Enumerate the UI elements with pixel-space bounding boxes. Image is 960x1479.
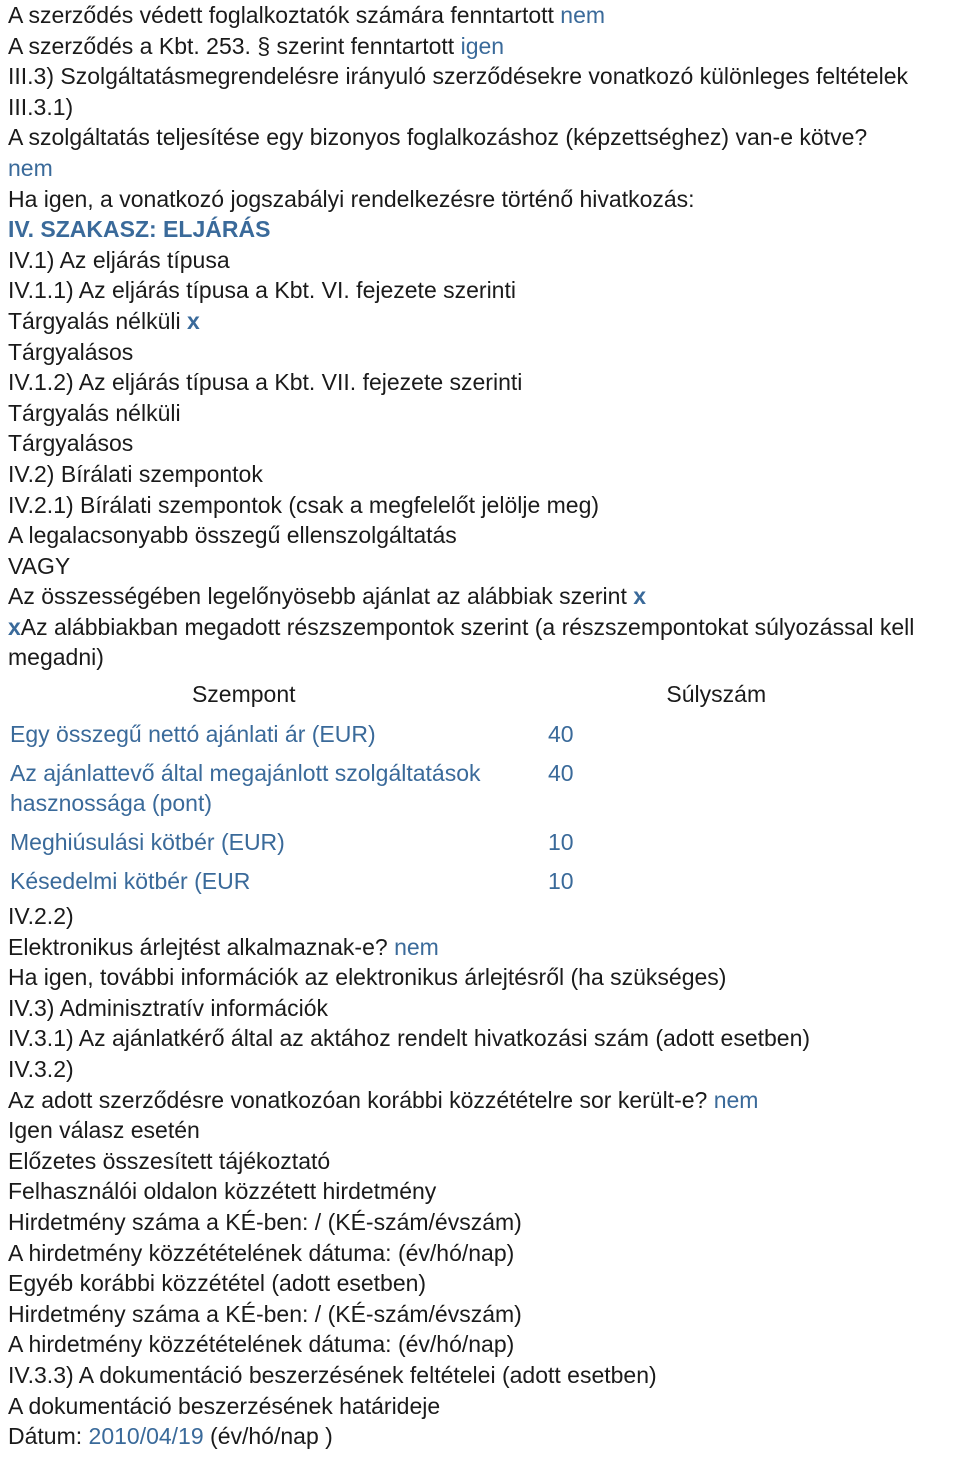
notice-number-line-2: Hirdetmény száma a KÉ-ben: / (KÉ-szám/évszám) <box>8 1300 522 1327</box>
answer-value: igen <box>460 32 505 59</box>
reserved-kbt-253 <box>8 31 953 62</box>
line-text: A szerződés védett foglalkoztatók számára fenntartott <box>8 2 561 28</box>
reserved-protected-employers <box>8 0 953 31</box>
date-value: 2010/04/19 <box>88 1423 204 1450</box>
answer-value: nem <box>713 1086 759 1113</box>
prior-information-notice: Előzetes összesített tájékoztató <box>8 1147 331 1174</box>
option-negotiated-vii: Tárgyalásos <box>8 430 134 457</box>
notice-number-line: Hirdetmény száma a KÉ-ben: / (KÉ-szám/évszám) <box>8 1209 522 1235</box>
line-text: Az adott szerződésre vonatkozóan korábbi közzétételre sor került-e? <box>8 1086 714 1113</box>
weight-cell: 10 <box>548 868 574 895</box>
profession-answer: nem <box>8 154 53 181</box>
e-auction-info: Ha igen, további információk az elektronikus árlejtésről (ha szükséges) <box>8 964 727 991</box>
criterion-cell: Meghiúsulási kötbér (EUR) <box>10 829 285 856</box>
table-row <box>10 823 648 862</box>
section-iv-1: IV.1) Az eljárás típusa <box>8 246 230 273</box>
table-row <box>10 754 648 823</box>
section-iii-3-heading: III.3) Szolgáltatásmegrendelésre irányuló szerződésekre vonatkozó különleges feltételek <box>8 63 909 90</box>
weight-cell: 40 <box>548 760 574 787</box>
option-negotiated-without-vii: Tárgyalás nélküli <box>8 399 181 426</box>
section-iv-1-1: IV.1.1) Az eljárás típusa a Kbt. VI. fejezete szerinti <box>8 277 516 304</box>
date-line <box>8 1421 953 1452</box>
criterion-cell: Késedelmi kötbér (EUR <box>10 868 251 895</box>
section-iv-3-1: IV.3.1) Az ajánlatkérő által az aktához rendelt hivatkozási szám (adott esetben) <box>8 1025 811 1052</box>
answer-value: nem <box>560 2 606 28</box>
section-iv-heading: IV. SZAKASZ: ELJÁRÁS <box>8 216 271 243</box>
table-row <box>10 715 648 754</box>
section-iv-3: IV.3) Adminisztratív információk <box>8 994 328 1021</box>
criteria-table-header <box>8 677 953 711</box>
notice-date-line-2: A hirdetmény közzétételének dátuma: (év/hó/nap) <box>8 1331 515 1358</box>
notice-date-line: A hirdetmény közzétételének dátuma: (év/hó/nap) <box>8 1239 515 1266</box>
option-negotiated: Tárgyalásos <box>8 338 134 365</box>
e-auction-question <box>8 932 953 963</box>
answer-value: nem <box>394 933 439 960</box>
sub-criteria-option <box>8 612 953 673</box>
line-text: Elektronikus árlejtést alkalmaznak-e? <box>8 933 395 960</box>
selected-mark: x <box>633 583 647 610</box>
option-label: Az alábbiakban megadott részszempontok szerint (a részszempontokat súlyozással kell megadni) <box>8 613 915 671</box>
criterion-cell: Az ajánlattevő által megajánlott szolgáltatások hasznossága (pont) <box>10 760 481 817</box>
option-negotiated-without <box>8 306 953 337</box>
or-separator: VAGY <box>8 552 71 579</box>
option-label: Az összességében legelőnyösebb ajánlat az alábbiak szerint <box>8 583 634 610</box>
date-label: Dátum: <box>8 1423 89 1450</box>
weight-column-header: Súlyszám <box>666 680 767 707</box>
if-yes-line: Igen válasz esetén <box>8 1117 200 1144</box>
criterion-column-header: Szempont <box>191 680 296 707</box>
section-iv-1-2: IV.1.2) Az eljárás típusa a Kbt. VII. fejezete szerinti <box>8 369 523 396</box>
documentation-deadline: A dokumentáció beszerzésének határideje <box>8 1392 441 1419</box>
profession-question: A szolgáltatás teljesítése egy bizonyos foglalkozáshoz (képzettséghez) van-e kötve? <box>8 124 868 151</box>
option-label: Tárgyalás nélküli <box>8 307 187 334</box>
most-advantageous-option <box>8 581 953 612</box>
date-format: (év/hó/nap ) <box>203 1423 333 1450</box>
other-publication-line: Egyéb korábbi közzététel (adott esetben) <box>8 1270 427 1297</box>
section-iii-3-1: III.3.1) <box>8 93 74 120</box>
line-text: A szerződés a Kbt. 253. § szerint fenntartott <box>8 32 461 59</box>
lowest-price-option: A legalacsonyabb összegű ellenszolgáltatás <box>8 522 457 549</box>
criterion-cell: Egy összegű nettó ajánlati ár (EUR) <box>10 721 376 748</box>
section-iv-2: IV.2) Bírálati szempontok <box>8 460 263 487</box>
buyer-profile-notice: Felhasználói oldalon közzétett hirdetmény <box>8 1178 437 1205</box>
legal-reference-line: Ha igen, a vonatkozó jogszabályi rendelkezésre történő hivatkozás: <box>8 185 695 212</box>
section-iv-2-2: IV.2.2) <box>8 903 74 930</box>
weight-cell: 40 <box>548 721 574 748</box>
section-iv-3-3: IV.3.3) A dokumentáció beszerzésének feltételei (adott esetben) <box>8 1361 657 1388</box>
table-row <box>10 862 648 901</box>
selected-mark: x <box>8 613 21 640</box>
section-iv-3-2: IV.3.2) <box>8 1056 74 1083</box>
selected-mark: x <box>186 307 200 334</box>
weight-cell: 10 <box>548 829 574 856</box>
previous-publication-question <box>8 1085 953 1116</box>
section-iv-2-1: IV.2.1) Bírálati szempontok (csak a megfelelőt jelölje meg) <box>8 491 600 518</box>
criteria-table <box>10 715 648 901</box>
